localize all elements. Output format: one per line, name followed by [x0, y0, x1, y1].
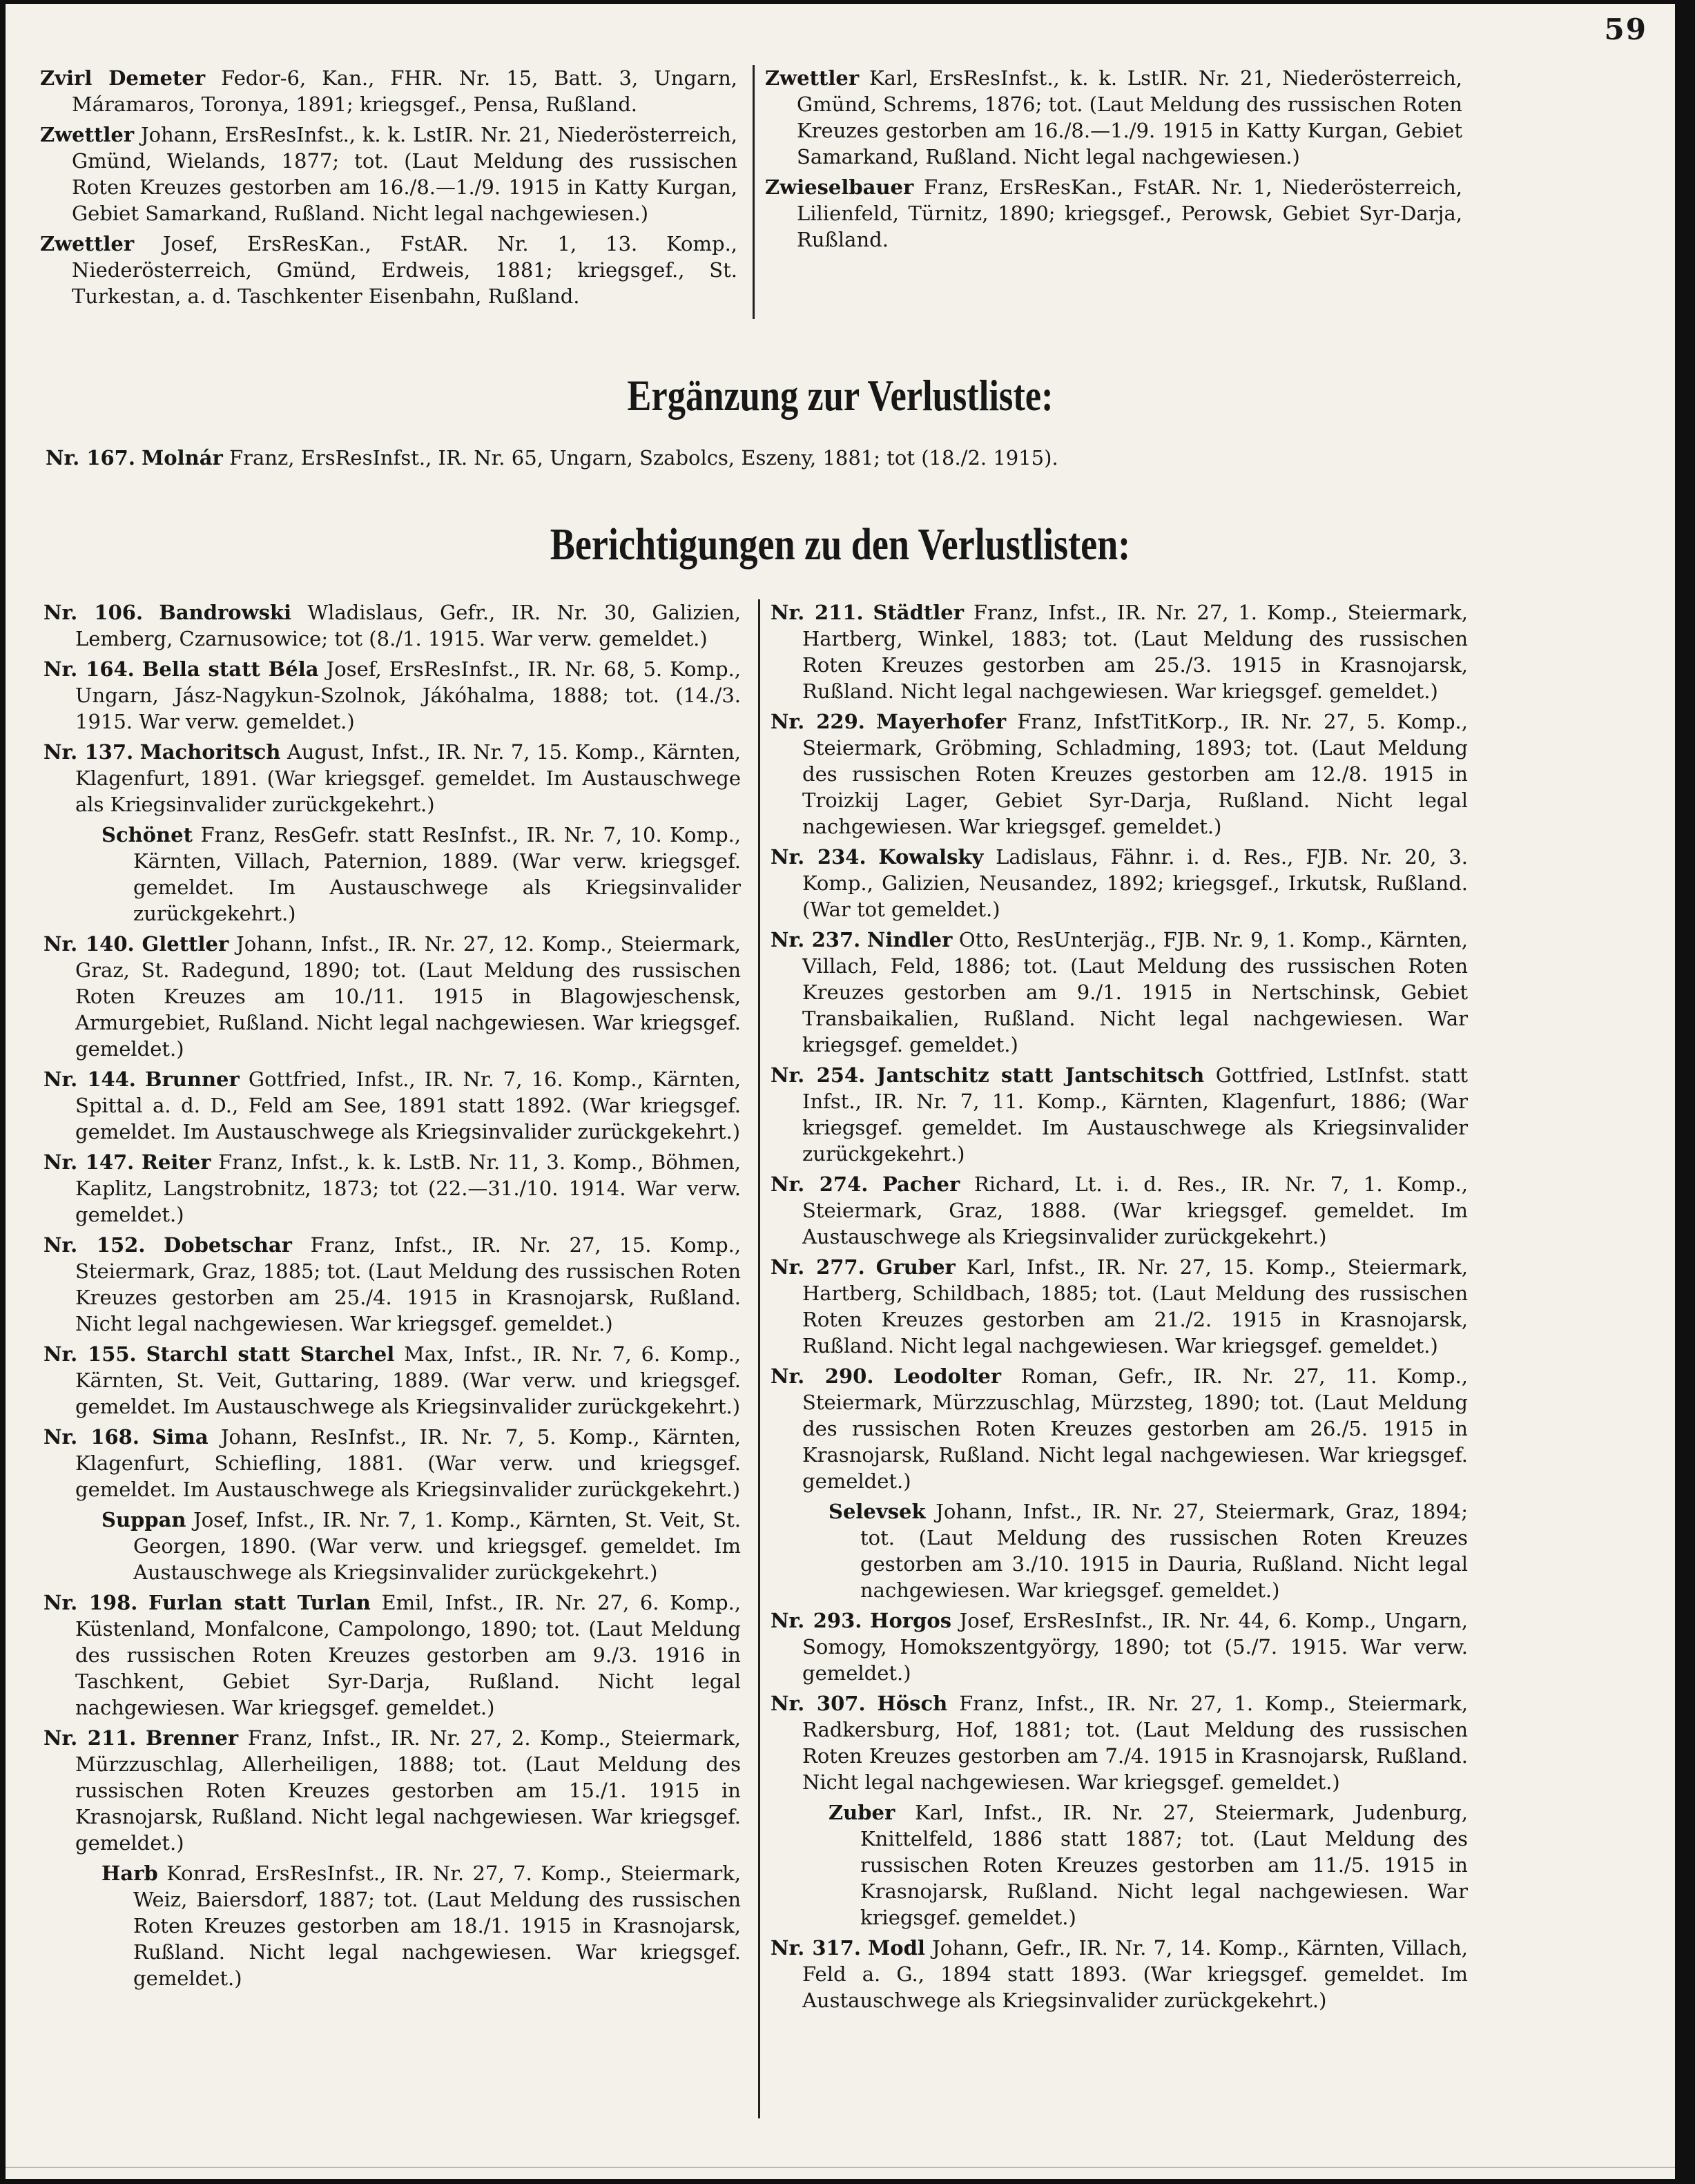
list-item: Nr. 254. Jantschitz statt Jantschitsch Gottfried, LstInfst. statt Infst., IR. Nr. 7, 11. Komp., Kärnten, Klagenfurt, 1886; (War kriegsgef. gemeldet. Im Austauschwege als Kriegsinvalider zurückgekehrt.) — [771, 1063, 1469, 1166]
list-item: Nr. 277. Gruber Karl, Infst., IR. Nr. 27, 15. Komp., Steiermark, Hartberg, Schildbach, 1885; tot. (Laut Meldung des russischen Roten Kreuzes gestorben am 21./2. 1915 in Krasnojarsk, Rußland. Nicht legal nachgewiesen. War kriegsgef. gemeldet.) — [771, 1255, 1468, 1357]
left-column — [43, 599, 741, 1995]
section-heading-berichtigungen: Berichtigungen zu den Verlustlisten: — [550, 519, 1131, 570]
list-item: Zvirl Demeter Fedor-6, Kan., FHR. Nr. 15, Batt. 3, Ungarn, Máramaros, Toronya, 1891; kriegsgef., Pensa, Rußland. — [40, 66, 737, 116]
list-item: Nr. 144. Brunner Gottfried, Infst., IR. Nr. 7, 16. Komp., Kärnten, Spittal a. d. D., Feld am See, 1891 statt 1892. (War kriegsgef. gemeldet. Im Austauschwege als Kriegsinvalider zurückgekehrt.) — [43, 1067, 742, 1143]
document-page — [6, 4, 1675, 2179]
list-item: Nr. 147. Reiter Franz, Infst., k. k. LstB. Nr. 11, 3. Komp., Böhmen, Kaplitz, Langstrobnitz, 1873; tot (22.—31./10. 1914. War verw. gemeldet.) — [43, 1150, 742, 1226]
list-item: Schönet Franz, ResGefr. statt ResInfst., IR. Nr. 7, 10. Komp., Kärnten, Villach, Paternion, 1889. (War verw. kriegsgef. gemeldet. Im Austauschwege als Kriegsinvalider zurückgekehrt.) — [101, 823, 741, 925]
list-item: Nr. 274. Pacher Richard, Lt. i. d. Res., IR. Nr. 7, 1. Komp., Steiermark, Graz, 1888. (War kriegsgef. gemeldet. Im Austauschwege als Kriegsinvalider zurückgekehrt.) — [771, 1172, 1468, 1248]
list-item: Nr. 237. Nindler Otto, ResUnterjäg., FJB. Nr. 9, 1. Komp., Kärnten, Villach, Feld, 1886; tot. (Laut Meldung des russischen Roten Kreuzes gestorben am 9./1. 1915 in Nertschinsk, Gebiet Transbaikalien, Rußland. Nicht legal nachgewiesen. War kriegsgef. gemeldet.) — [771, 928, 1469, 1056]
column-divider-main — [758, 599, 760, 2118]
list-item: Nr. 106. Bandrowski Wladislaus, Gefr., IR. Nr. 30, Galizien, Lemberg, Czarnusowice; tot (8./1. 1915. War verw. gemeldet.) — [43, 601, 742, 650]
ergaenzung-entry: Nr. 167. Molnár Franz, ErsResInfst., IR. Nr. 65, Ungarn, Szabolcs, Eszeny, 1881; tot (18./2. 1915). — [46, 446, 1058, 470]
list-item: Nr. 229. Mayerhofer Franz, InfstTitKorp., IR. Nr. 27, 5. Komp., Steiermark, Gröbming, Schladming, 1893; tot. (Laut Meldung des russischen Roten Kreuzes gestorben am 12./8. 1915 in Troizkij Lager, Gebiet Syr-Darja, Rußland. Nicht legal nachgewiesen. War kriegsgef. gemeldet.) — [771, 710, 1468, 838]
list-item: Suppan Josef, Infst., IR. Nr. 7, 1. Komp., Kärnten, St. Veit, St. Georgen, 1890. (War verw. und kriegsgef. gemeldet. Im Austauschwege als Kriegsinvalider zurückgekehrt.) — [101, 1508, 742, 1584]
section-heading-ergaenzung: Ergänzung zur Verlustliste: — [627, 371, 1054, 420]
bottom-edge-divider — [6, 2167, 1675, 2168]
list-item: Nr. 293. Horgos Josef, ErsResInfst., IR. Nr. 44, 6. Komp., Ungarn, Somogy, Homokszentgyörgy, 1890; tot (5./7. 1915. War verw. gemeldet.) — [771, 1609, 1469, 1685]
list-item: Nr. 155. Starchl statt Starchel Max, Infst., IR. Nr. 7, 6. Komp., Kärnten, St. Veit, Guttaring, 1889. (War verw. und kriegsgef. gemeldet. Im Austauschwege als Kriegsinvalider zurückgekehrt.) — [43, 1342, 742, 1418]
top-right-column — [765, 65, 1462, 257]
list-item: Zuber Karl, Infst., IR. Nr. 27, Steiermark, Judenburg, Knittelfeld, 1886 statt 1887; tot. (Laut Meldung des russischen Roten Kreuzes gestorben am 11./5. 1915 in Krasnojarsk, Rußland. Nicht legal nachgewiesen. War kriegsgef. gemeldet.) — [829, 1801, 1469, 1929]
list-item: Harb Konrad, ErsResInfst., IR. Nr. 27, 7. Komp., Steiermark, Weiz, Baiersdorf, 1887; tot. (Laut Meldung des russischen Roten Kreuzes gestorben am 18./1. 1915 in Krasnojarsk, Rußland. Nicht legal nachgewiesen. War kriegsgef. gemeldet.) — [101, 1862, 741, 1990]
list-item: Nr. 290. Leodolter Roman, Gefr., IR. Nr. 27, 11. Komp., Steiermark, Mürzzuschlag, Mürzsteg, 1890; tot. (Laut Meldung des russischen Roten Kreuzes gestorben am 26./5. 1915 in Krasnojarsk, Rußland. Nicht legal nachgewiesen. War kriegsgef. gemeldet.) — [771, 1364, 1469, 1493]
list-item: Zwettler Karl, ErsResInfst., k. k. LstIR. Nr. 21, Niederösterreich, Gmünd, Schrems, 1876; tot. (Laut Meldung des russischen Roten Kreuzes gestorben am 16./8.—1./9. 1915 in Katty Kurgan, Gebiet Samarkand, Rußland. Nicht legal nachgewiesen.) — [765, 66, 1463, 168]
list-item: Nr. 307. Hösch Franz, Infst., IR. Nr. 27, 1. Komp., Steiermark, Radkersburg, Hof, 1881; tot. (Laut Meldung des russischen Roten Kreuzes gestorben am 7./4. 1915 in Krasnojarsk, Rußland. Nicht legal nachgewiesen. War kriegsgef. gemeldet.) — [771, 1692, 1469, 1794]
list-item: Nr. 198. Furlan statt Turlan Emil, Infst., IR. Nr. 27, 6. Komp., Küstenland, Monfalcone, Campolongo, 1890; tot. (Laut Meldung des russischen Roten Kreuzes gestorben am 9./3. 1916 in Taschkent, Gebiet Syr-Darja, Rußland. Nicht legal nachgewiesen. War kriegsgef. gemeldet.) — [43, 1591, 742, 1719]
list-item: Nr. 211. Brenner Franz, Infst., IR. Nr. 27, 2. Komp., Steiermark, Mürzzuschlag, Allerheiligen, 1888; tot. (Laut Meldung des russischen Roten Kreuzes gestorben am 15./1. 1915 in Krasnojarsk, Rußland. Nicht legal nachgewiesen. War kriegsgef. gemeldet.) — [43, 1726, 742, 1855]
list-item: Nr. 152. Dobetschar Franz, Infst., IR. Nr. 27, 15. Komp., Steiermark, Graz, 1885; tot. (Laut Meldung des russischen Roten Kreuzes gestorben am 25./4. 1915 in Krasnojarsk, Rußland. Nicht legal nachgewiesen. War kriegsgef. gemeldet.) — [43, 1233, 742, 1335]
list-item: Nr. 137. Machoritsch August, Infst., IR. Nr. 7, 15. Komp., Kärnten, Klagenfurt, 1891. (War kriegsgef. gemeldet. Im Austauschwege als Kriegsinvalider zurückgekehrt.) — [43, 740, 742, 816]
list-item: Nr. 317. Modl Johann, Gefr., IR. Nr. 7, 14. Komp., Kärnten, Villach, Feld a. G., 1894 statt 1893. (War kriegsgef. gemeldet. Im Austauschwege als Kriegsinvalider zurückgekehrt.) — [771, 1936, 1468, 2012]
list-item: Zwettler Johann, ErsResInfst., k. k. LstIR. Nr. 21, Niederösterreich, Gmünd, Wielands, 1877; tot. (Laut Meldung des russischen Roten Kreuzes gestorben am 16./8.—1./9. 1915 in Katty Kurgan, Gebiet Samarkand, Rußland. Nicht legal nachgewiesen.) — [40, 123, 737, 225]
top-left-column — [40, 65, 737, 313]
list-item: Nr. 140. Glettler Johann, Infst., IR. Nr. 27, 12. Komp., Steiermark, Graz, St. Radegund, 1890; tot. (Laut Meldung des russischen Roten Kreuzes am 10./11. 1915 in Blagowjeschensk, Armurgebiet, Rußland. Nicht legal nachgewiesen. War kriegsgef. gemeldet.) — [43, 932, 742, 1061]
list-item: Nr. 164. Bella statt Béla Josef, ErsResInfst., IR. Nr. 68, 5. Komp., Ungarn, Jász-Nagykun-Szolnok, Jákóhalma, 1888; tot. (14./3. 1915. War verw. gemeldet.) — [43, 657, 742, 733]
list-item: Nr. 234. Kowalsky Ladislaus, Fähnr. i. d. Res., FJB. Nr. 20, 3. Komp., Galizien, Neusandez, 1892; kriegsgef., Irkutsk, Rußland. (War tot gemeldet.) — [771, 845, 1468, 921]
list-item: Nr. 211. Städtler Franz, Infst., IR. Nr. 27, 1. Komp., Steiermark, Hartberg, Winkel, 1883; tot. (Laut Meldung des russischen Roten Kreuzes gestorben am 25./3. 1915 in Krasnojarsk, Rußland. Nicht legal nachgewiesen. War kriegsgef. gemeldet.) — [771, 601, 1469, 703]
list-item: Zwettler Josef, ErsResKan., FstAR. Nr. 1, 13. Komp., Niederösterreich, Gmünd, Erdweis, 1881; kriegsgef., St. Turkestan, a. d. Taschkenter Eisenbahn, Rußland. — [40, 232, 738, 308]
column-divider-top — [753, 65, 755, 319]
list-item: Selevsek Johann, Infst., IR. Nr. 27, Steiermark, Graz, 1894; tot. (Laut Meldung des russischen Roten Kreuzes gestorben am 3./10. 1915 in Dauria, Rußland. Nicht legal nachgewiesen. War kriegsgef. gemeldet.) — [829, 1500, 1469, 1602]
right-column — [771, 599, 1468, 2018]
page-number: 59 — [1604, 12, 1647, 46]
list-item: Nr. 168. Sima Johann, ResInfst., IR. Nr. 7, 5. Komp., Kärnten, Klagenfurt, Schiefling, 1881. (War verw. und kriegsgef. gemeldet. Im Austauschwege als Kriegsinvalider zurückgekehrt.) — [43, 1425, 742, 1501]
list-item: Zwieselbauer Franz, ErsResKan., FstAR. Nr. 1, Niederösterreich, Lilienfeld, Türnitz, 1890; kriegsgef., Perowsk, Gebiet Syr-Darja, Rußland. — [765, 175, 1463, 251]
